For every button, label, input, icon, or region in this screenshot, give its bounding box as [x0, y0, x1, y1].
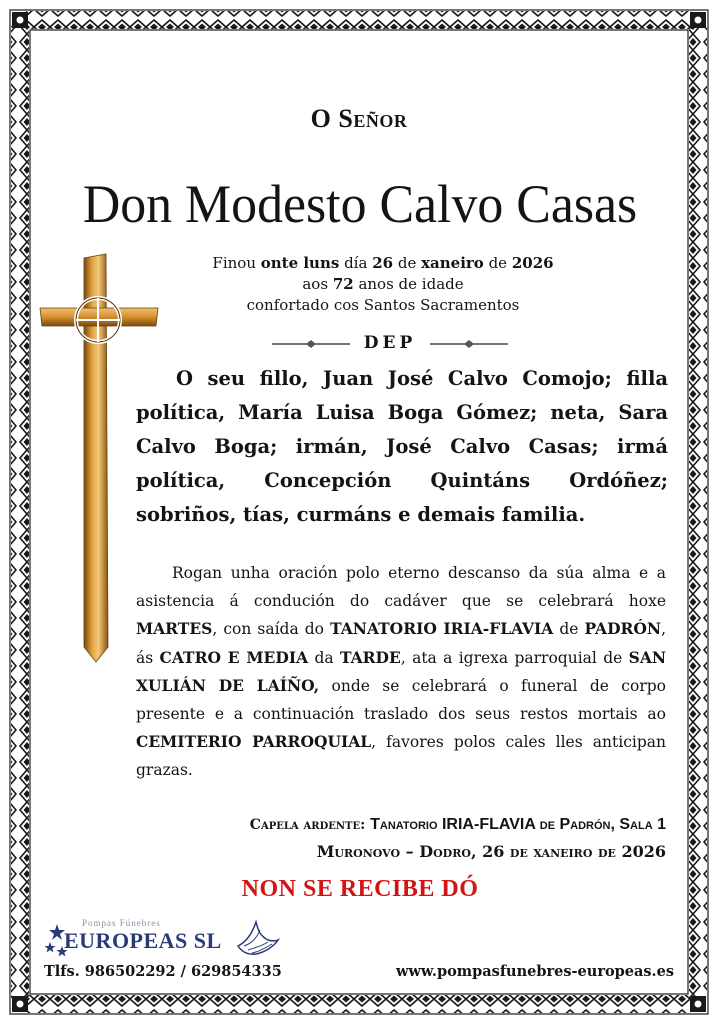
website-url: www.pompasfunebres-europeas.es	[395, 963, 674, 980]
deceased-name: Don Modesto Calvo Casas	[82, 174, 638, 234]
service-period: TARDE	[339, 647, 401, 667]
church: SAN XULIÁN DE LAÍÑO,	[136, 647, 667, 695]
no-condolences-notice: NON SE RECIBE DÓ	[241, 876, 479, 902]
death-date-de2: de	[483, 254, 512, 272]
day-of-service: MARTES	[136, 619, 213, 638]
logo-name: EUROPEAS SL	[64, 928, 222, 953]
dep-label: DEP	[363, 333, 417, 353]
funeral-home: TANATORIO IRIA-FLAVIA	[330, 619, 554, 638]
age-value: 72	[332, 275, 354, 293]
phone-numbers: Tlfs. 986502292 / 629854335	[44, 963, 282, 980]
dove-icon	[234, 916, 280, 962]
chapel-value: Tanatorio IRIA-FLAVIA de Padrón, Sala 1	[370, 816, 666, 833]
age-prefix: aos	[302, 275, 333, 293]
cemetery: CEMITERIO PARROQUIAL	[136, 732, 372, 751]
body-text: onde se celebrará o funeral de corpo presente e a continuación traslado dos seus restos mortais ao	[136, 677, 666, 723]
death-day: onte luns	[260, 254, 340, 272]
service-announcement	[136, 560, 666, 784]
sacraments-line: confortado cos Santos Sacramentos	[246, 296, 520, 314]
place-date-line: Muronovo – Dodro, 26 de xaneiro de 2026	[316, 842, 666, 861]
chapel-label: Capela ardente:	[249, 817, 371, 833]
body-text: da	[308, 648, 340, 667]
age-suffix: anos de idade	[353, 275, 464, 293]
body-text: Rogan unha oración polo eterno descanso da súa alma e a asistencia á condución do cadáver que se celebrará hoxe	[136, 564, 666, 610]
logo-tagline: Pompas Fúnebres	[82, 918, 161, 928]
body-text: , favores polos cales lles anticipan grazas.	[136, 733, 666, 779]
town: PADRÓN	[584, 619, 662, 638]
age-line	[200, 274, 566, 295]
service-time: CATRO E MEDIA	[159, 647, 309, 667]
death-date-line	[200, 253, 566, 274]
body-text: , con saída do	[212, 620, 331, 638]
death-date-de: de	[393, 254, 422, 272]
body-text: de	[553, 620, 585, 638]
family-mourners: O seu fillo, Juan José Calvo Comojo; filla política, María Luisa Boga Gómez; neta, Sara Calvo Boga; irmán, José Calvo Casas; irmá política, Concepción Quintáns Ordóñez; sobriños, tías, curmáns e demais familia.	[136, 367, 668, 526]
death-date-mid: día	[339, 254, 373, 272]
chapel-info	[100, 812, 666, 837]
honorific-title: O Señor	[310, 104, 408, 133]
death-date-number: 26	[372, 254, 394, 272]
death-year: 2026	[511, 254, 554, 272]
body-text: , ás	[136, 620, 667, 667]
death-month: xaneiro	[421, 254, 484, 272]
company-logo	[44, 916, 294, 966]
body-text: , ata a igrexa parroquial de	[400, 648, 629, 667]
death-date-prefix: Finou	[212, 254, 261, 272]
dep-divider	[270, 330, 510, 360]
